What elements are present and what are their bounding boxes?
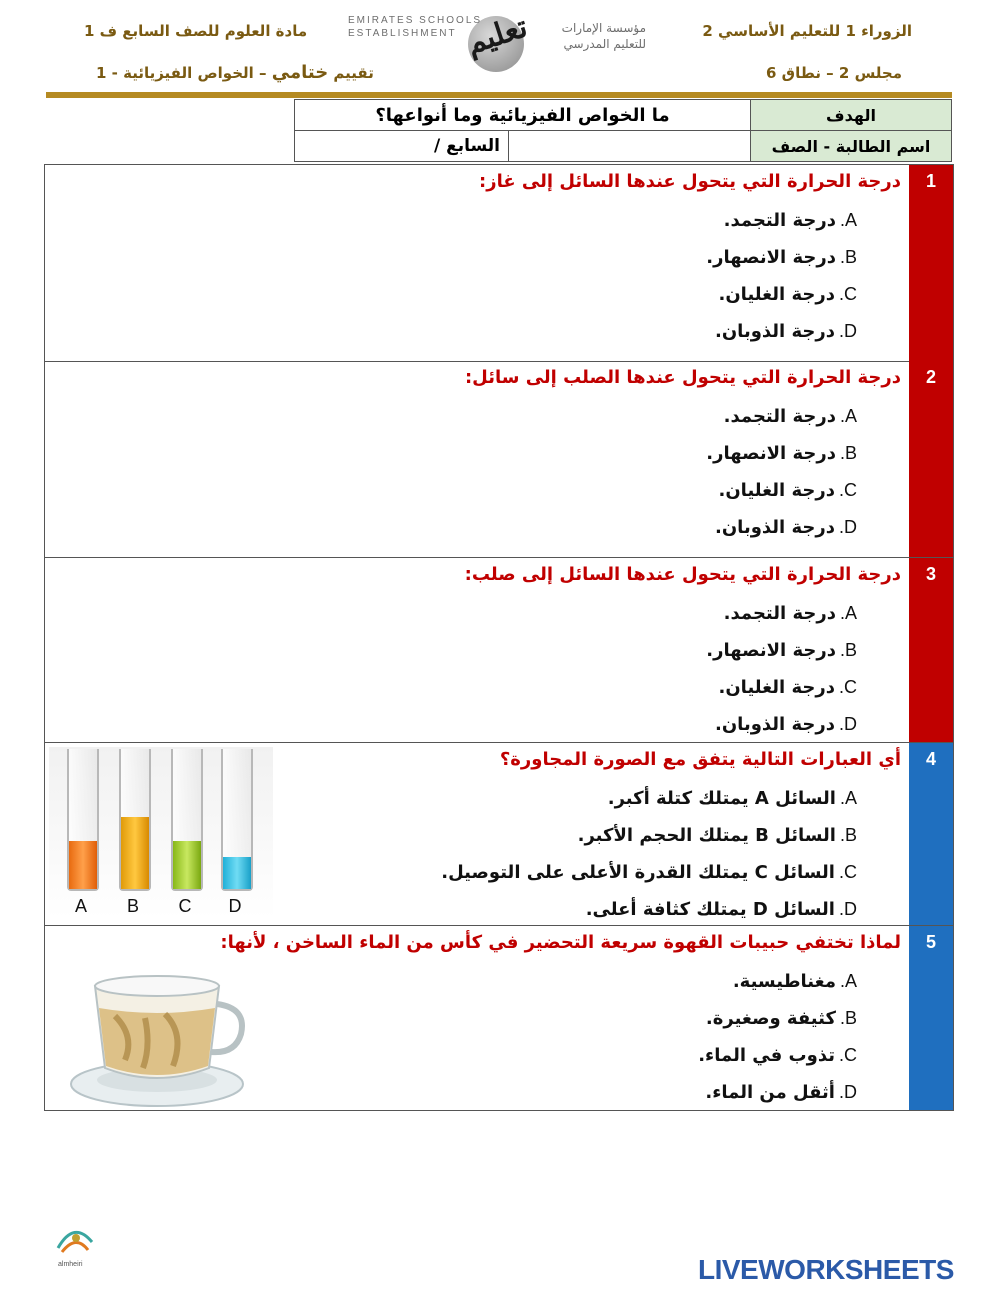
option-text: مغناطيسية. <box>732 971 836 992</box>
header-divider <box>46 92 952 98</box>
tube-label-a: A <box>74 896 87 916</box>
option-letter: B. <box>839 640 857 660</box>
question-text: لماذا تختفي حبيبات القهوة سريعة التحضير في كأس من الماء الساخن ، لأنها: <box>220 932 901 953</box>
question-text: درجة الحرارة التي يتحول عندها السائل إلى غاز: <box>479 171 901 192</box>
option-text: درجة الذوبان. <box>714 714 835 735</box>
org-ar-line1: مؤسسة الإمارات <box>561 21 646 35</box>
option-a[interactable] <box>698 966 857 1003</box>
option-a[interactable] <box>706 401 857 438</box>
option-text: درجة الغليان. <box>718 677 835 698</box>
option-d[interactable] <box>706 709 857 746</box>
question-1 <box>44 164 954 362</box>
option-a[interactable] <box>441 783 857 820</box>
author-logo-icon <box>48 1218 102 1268</box>
assessment-bold: ختامي <box>271 62 329 83</box>
options-list <box>698 966 857 1114</box>
option-letter: C. <box>838 284 857 304</box>
option-letter: D. <box>838 714 857 734</box>
cylinder-c <box>171 749 203 891</box>
option-letter: D. <box>838 321 857 341</box>
option-letter: C. <box>838 1045 857 1065</box>
options-list <box>706 401 857 549</box>
option-b[interactable] <box>706 438 857 475</box>
option-letter: B. <box>839 1008 857 1028</box>
assessment-title <box>96 62 374 83</box>
question-number: 4 <box>909 743 953 925</box>
option-letter: A. <box>839 406 857 426</box>
option-letter: B. <box>839 825 857 845</box>
question-text: درجة الحرارة التي يتحول عندها السائل إلى صلب: <box>464 564 901 585</box>
option-text: السائل D يمتلك كثافة أعلى. <box>585 899 835 920</box>
liquid-d <box>223 857 251 889</box>
subject-title: مادة العلوم للصف السابع ف 1 <box>84 22 308 40</box>
council-name: مجلس 2 – نطاق 6 <box>766 64 902 82</box>
org-en-line2: ESTABLISHMENT <box>348 28 457 39</box>
option-letter: B. <box>839 247 857 267</box>
graduated-cylinders-image <box>49 747 273 919</box>
liquid-c <box>173 841 201 889</box>
org-ar-line2: للتعليم المدرسي <box>563 37 646 51</box>
option-letter: A. <box>839 210 857 230</box>
option-a[interactable] <box>706 205 857 242</box>
option-text: درجة التجمد. <box>723 406 836 427</box>
option-a[interactable] <box>706 598 857 635</box>
option-text: درجة الغليان. <box>718 284 835 305</box>
option-c[interactable] <box>706 279 857 316</box>
option-letter: B. <box>839 443 857 463</box>
option-text: السائل A يمتلك كتلة أكبر. <box>607 788 836 809</box>
option-c[interactable] <box>706 475 857 512</box>
author-name: almheiri <box>58 1261 83 1268</box>
cylinder-d <box>221 749 253 891</box>
info-table <box>294 99 952 162</box>
assessment-suffix: – الخواص الفيزيائية - 1 <box>96 64 267 82</box>
question-number: 3 <box>909 558 953 742</box>
option-letter: C. <box>838 677 857 697</box>
question-text: درجة الحرارة التي يتحول عندها الصلب إلى سائل: <box>464 367 901 388</box>
option-c[interactable] <box>706 672 857 709</box>
option-letter: C. <box>838 862 857 882</box>
question-number: 5 <box>909 926 953 1110</box>
liquid-a <box>69 841 97 889</box>
org-name-en <box>348 14 482 40</box>
option-d[interactable] <box>706 512 857 549</box>
option-letter: D. <box>838 1082 857 1102</box>
logo-word: تعليم <box>462 9 532 62</box>
option-text: تذوب في الماء. <box>698 1045 835 1066</box>
student-name-field[interactable] <box>509 131 751 162</box>
option-text: أثقل من الماء. <box>705 1082 835 1103</box>
question-2 <box>44 361 954 558</box>
goal-value: ما الخواص الفيزيائية وما أنواعها؟ <box>295 100 751 131</box>
school-name: الزوراء 1 للتعليم الأساسي 2 <box>702 22 912 40</box>
option-letter: D. <box>838 899 857 919</box>
option-letter: D. <box>838 517 857 537</box>
option-b[interactable] <box>441 820 857 857</box>
option-text: درجة الذوبان. <box>714 321 835 342</box>
option-text: درجة الغليان. <box>718 480 835 501</box>
option-text: درجة الانصهار. <box>706 443 836 464</box>
option-text: درجة الانصهار. <box>706 247 836 268</box>
goal-label: الهدف <box>751 100 952 131</box>
option-text: درجة التجمد. <box>723 603 836 624</box>
cylinder-b <box>119 749 151 891</box>
question-text: أي العبارات التالية يتفق مع الصورة المجاورة؟ <box>499 749 901 770</box>
option-text: درجة الانصهار. <box>706 640 836 661</box>
option-letter: A. <box>839 788 857 808</box>
option-letter: C. <box>838 480 857 500</box>
options-list <box>706 598 857 746</box>
liquid-b <box>121 817 149 889</box>
cylinder-a <box>67 749 99 891</box>
org-name-ar <box>546 20 646 52</box>
coffee-cup-image <box>65 956 255 1116</box>
tube-label-d: D <box>228 896 242 916</box>
tube-label-c: C <box>178 896 192 916</box>
option-text: درجة التجمد. <box>723 210 836 231</box>
question-3 <box>44 558 954 743</box>
name-label: اسم الطالبة - الصف <box>751 131 952 162</box>
tube-label-b: B <box>126 896 139 916</box>
question-4 <box>44 743 954 926</box>
option-text: درجة الذوبان. <box>714 517 835 538</box>
option-d[interactable] <box>698 1077 857 1114</box>
option-text: السائل C يمتلك القدرة الأعلى على التوصيل. <box>441 862 835 883</box>
option-b[interactable] <box>706 242 857 279</box>
question-5 <box>44 926 954 1111</box>
option-b[interactable] <box>698 1003 857 1040</box>
assessment-prefix: تقييم <box>333 64 374 82</box>
option-text: السائل B يمتلك الحجم الأكبر. <box>577 825 836 846</box>
liveworksheets-brand: LIVEWORKSHEETS <box>698 1254 954 1285</box>
option-b[interactable] <box>706 635 857 672</box>
option-c[interactable] <box>698 1040 857 1077</box>
option-letter: A. <box>839 971 857 991</box>
org-en-line1: EMIRATES SCHOOLS <box>348 15 483 26</box>
option-c[interactable] <box>441 857 857 894</box>
option-d[interactable] <box>706 316 857 353</box>
option-letter: A. <box>839 603 857 623</box>
question-number: 2 <box>909 361 953 557</box>
option-text: كثيفة وصغيرة. <box>705 1008 836 1029</box>
options-list <box>706 205 857 353</box>
class-value[interactable]: السابع / <box>295 131 509 162</box>
question-number: 1 <box>909 165 953 361</box>
options-list <box>441 783 857 931</box>
